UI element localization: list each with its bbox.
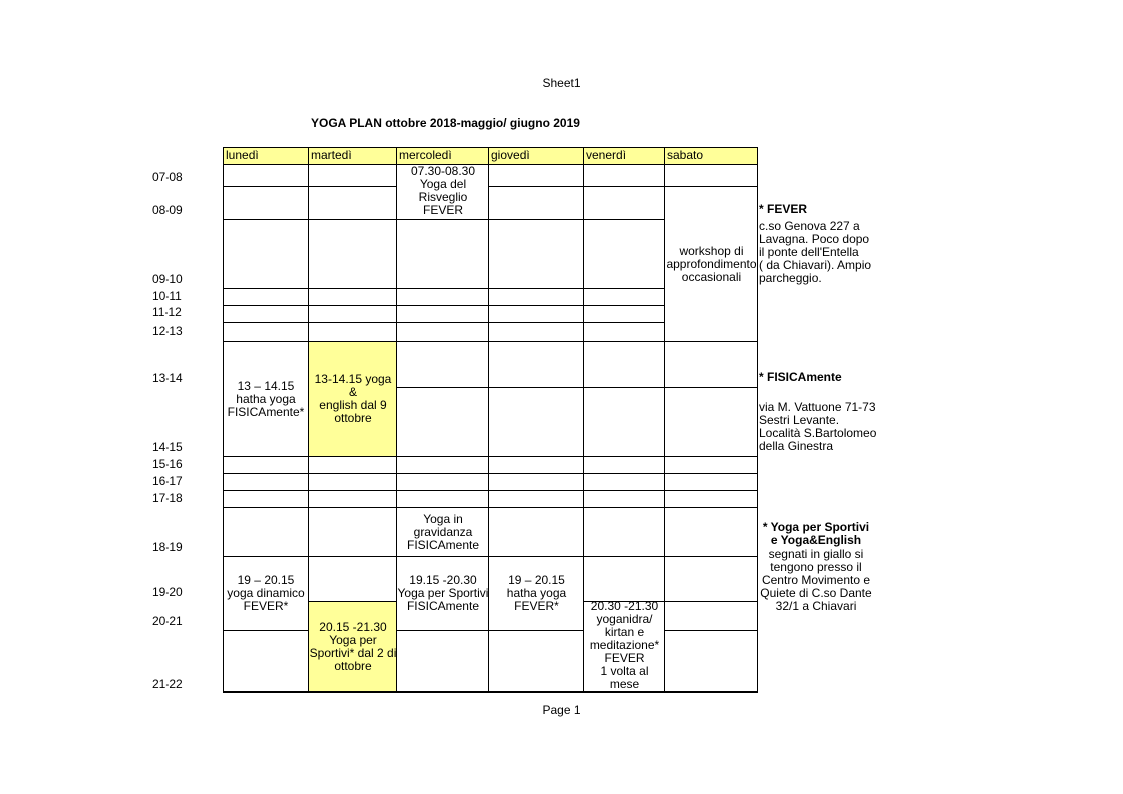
page-title: YOGA PLAN ottobre 2018-maggio/ giugno 2019 [311, 116, 580, 130]
day-header-friday: venerdì [586, 148, 627, 162]
time-label: 07-08 [152, 170, 183, 184]
class-thursday-evening: 19 – 20.15 hatha yoga FEVER* [506, 573, 567, 613]
time-label: 14-15 [152, 440, 183, 454]
time-label: 12-13 [152, 324, 183, 338]
time-label: 08-09 [152, 203, 183, 217]
time-label: 17-18 [152, 491, 183, 505]
class-wednesday-morning: 07.30-08.30 Yoga del Risveglio FEVER [410, 164, 476, 217]
class-monday-lunch: 13 – 14.15 hatha yoga FISICAmente* [227, 378, 305, 419]
time-label: 13-14 [152, 371, 183, 385]
time-label: 16-17 [152, 474, 183, 488]
time-label: 19-20 [152, 585, 183, 599]
time-label: 11-12 [152, 305, 182, 319]
class-monday-evening: 19 – 20.15 yoga dinamico FEVER* [227, 573, 305, 613]
time-label: 18-19 [152, 540, 183, 554]
class-wednesday-evening: 19.15 -20.30 Yoga per Sportivi FISICAmente [397, 573, 489, 613]
page-number: Page 1 [542, 703, 581, 717]
day-header-monday: lunedì [226, 148, 259, 162]
class-wednesday-pregnancy: Yoga in gravidanza FISICAmente [406, 511, 480, 552]
time-label: 10-11 [152, 289, 182, 303]
class-tuesday-evening: 20.15 -21.30 Yoga per Sportivi* dal 2 di ottobre [309, 619, 397, 673]
class-friday-evening: 20.30 -21.30 yoganidra/ kirtan e meditazione* FEVER 1 volta al mese [589, 599, 660, 691]
day-header-tuesday: martedì [311, 148, 352, 162]
day-header-saturday: sabato [667, 148, 704, 162]
time-label: 15-16 [152, 457, 183, 471]
note-sportivi-text: segnati in giallo si tengono presso il Centro Movimento e Quiete di C.so Dante 32/1 a Chiavari [760, 547, 872, 613]
note-fever-text: c.so Genova 227 a Lavagna. Poco dopo il ponte dell'Entella ( da Chiavari). Ampio parcheggio. [759, 219, 872, 285]
class-saturday-workshop: workshop di approfondimento occasionali [666, 244, 757, 284]
time-label: 20-21 [152, 614, 183, 628]
day-header-wednesday: mercoledì [399, 148, 452, 162]
note-sportivi-title: * Yoga per Sportivi e Yoga&English [762, 520, 870, 547]
note-fisicamente-title: * FISICAmente [759, 370, 842, 384]
note-fever-title: * FEVER [759, 202, 808, 216]
time-label: 21-22 [152, 677, 183, 691]
sheet-name: Sheet1 [542, 76, 581, 90]
time-label: 09-10 [152, 272, 183, 286]
class-tuesday-lunch: 13-14.15 yoga & english dal 9 ottobre [314, 372, 392, 425]
note-fisicamente-text: via M. Vattuone 71-73 Sestri Levante. Località S.Bartolomeo della Ginestra [759, 400, 877, 453]
day-header-thursday: giovedì [491, 148, 530, 162]
